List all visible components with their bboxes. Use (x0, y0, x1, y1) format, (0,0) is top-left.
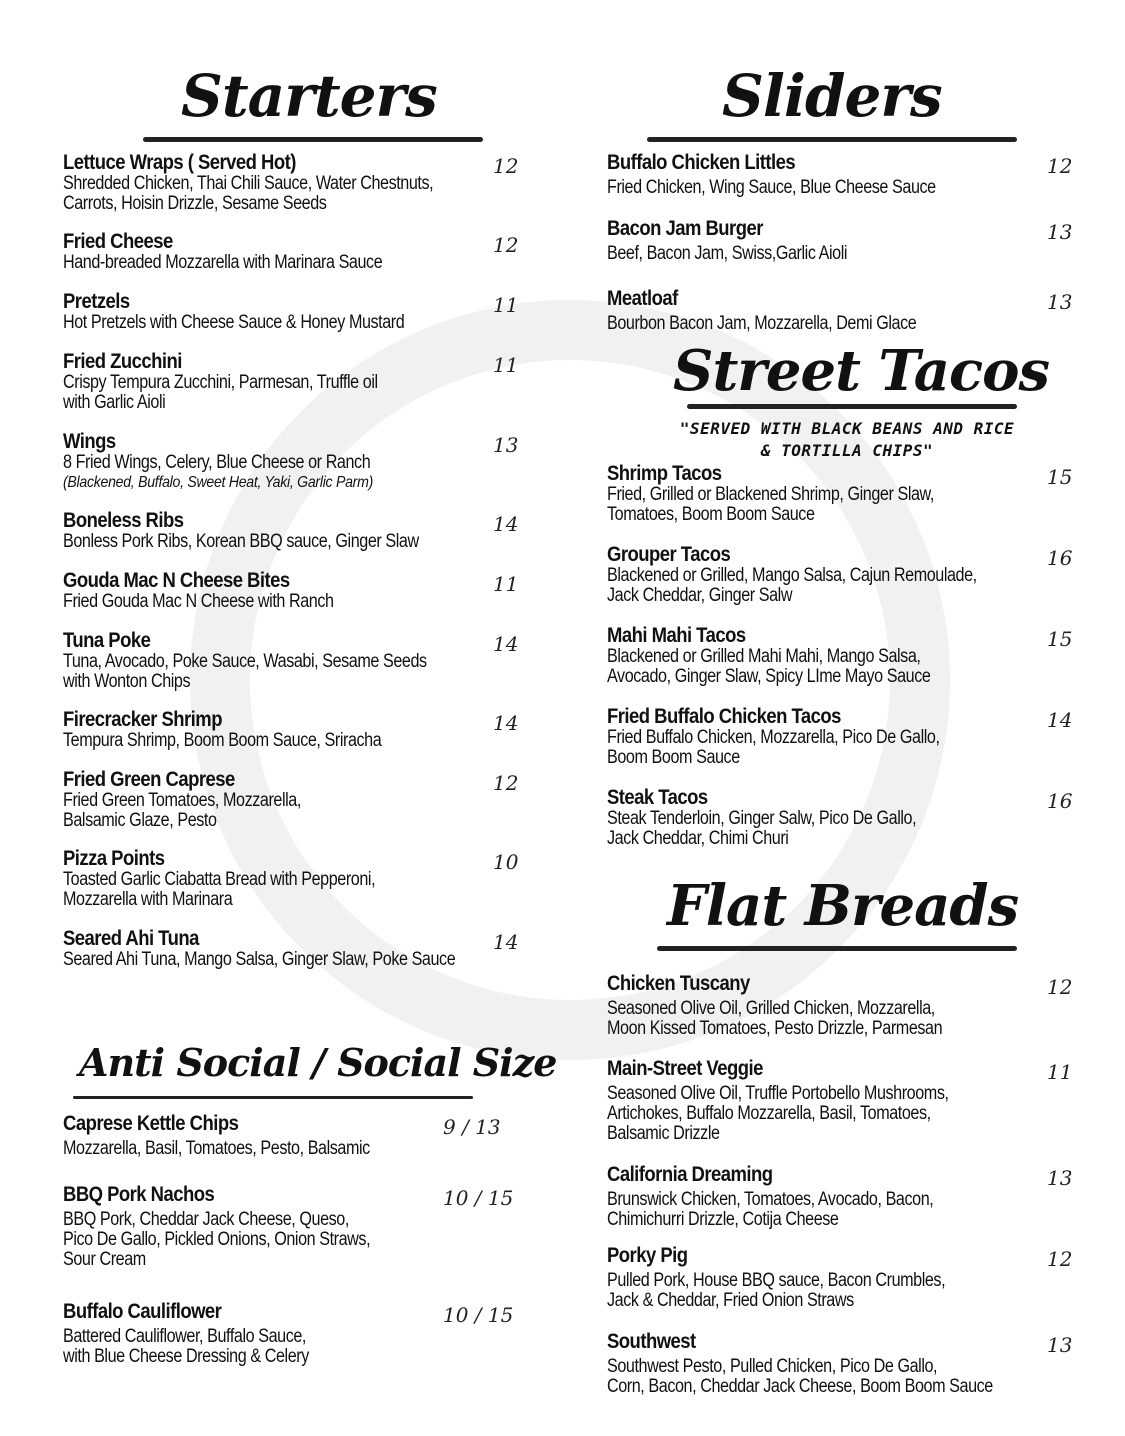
item-name: Meatloaf (607, 287, 678, 310)
item-price: 14 (493, 632, 519, 656)
item-name: Chicken Tuscany (607, 972, 750, 995)
item-description: Steak Tenderloin, Ginger Salw, Pico De Gallo, Jack Cheddar, Chimi Churi (607, 808, 917, 849)
item-name: Tuna Poke (63, 629, 151, 652)
menu-item (63, 1301, 603, 1367)
item-description: Fried Green Tomatoes, Mozzarella, Balsamic Glaze, Pesto (63, 790, 301, 831)
item-name: Lettuce Wraps ( Served Hot) (63, 151, 296, 174)
item-description: Seasoned Olive Oil, Truffle Portobello Mushrooms, Artichokes, Buffalo Mozzarella, Basil, Tomatoes, Balsamic Drizzle (607, 1083, 949, 1144)
sliders-title: Sliders (722, 62, 942, 130)
item-description: Bourbon Bacon Jam, Mozzarella, Demi Glace (607, 313, 917, 334)
menu-item (63, 1113, 603, 1159)
starters-divider (143, 137, 483, 142)
item-description: Crispy Tempura Zucchini, Parmesan, Truffle oil with Garlic Aioli (63, 372, 378, 413)
street-tacos-divider (687, 404, 1017, 409)
subtitle-line-2: & TORTILLA CHIPS" (760, 441, 934, 460)
item-price: 14 (493, 930, 519, 954)
item-price: 10 / 15 (443, 1186, 514, 1210)
item-name: Grouper Tacos (607, 543, 731, 566)
starters-title: Starters (181, 62, 437, 130)
menu-item (63, 431, 603, 492)
item-price: 11 (493, 572, 519, 596)
item-description: Mozzarella, Basil, Tomatoes, Pesto, Balsamic (63, 1138, 370, 1159)
menu-item (63, 769, 603, 831)
item-description: Pulled Pork, House BBQ sauce, Bacon Crumbles, Jack & Cheddar, Fried Onion Straws (607, 1270, 946, 1311)
item-name: Fried Zucchini (63, 350, 182, 373)
item-description: Tuna, Avocado, Poke Sauce, Wasabi, Sesame Seeds with Wonton Chips (63, 651, 427, 692)
subtitle-line-1: "SERVED WITH BLACK BEANS AND RICE (679, 419, 1015, 438)
item-name: California Dreaming (607, 1163, 773, 1186)
item-name: Southwest (607, 1330, 696, 1353)
menu-item (63, 709, 603, 751)
item-description: Seasoned Olive Oil, Grilled Chicken, Mozzarella, Moon Kissed Tomatoes, Pesto Drizzle, Parmesan (607, 998, 943, 1039)
item-description: Toasted Garlic Ciabatta Bread with Pepperoni, Mozzarella with Marinara (63, 869, 376, 910)
item-name: Mahi Mahi Tacos (607, 624, 746, 647)
item-name: Gouda Mac N Cheese Bites (63, 569, 290, 592)
sliders-divider (647, 137, 1017, 142)
item-price: 11 (1047, 1060, 1073, 1084)
item-description: Fried, Grilled or Blackened Shrimp, Ginger Slaw, Tomatoes, Boom Boom Sauce (607, 484, 934, 525)
item-name: Buffalo Chicken Littles (607, 151, 796, 174)
item-price: 13 (1047, 220, 1073, 244)
item-name: Fried Buffalo Chicken Tacos (607, 705, 841, 728)
item-name: Boneless Ribs (63, 509, 184, 532)
menu-item (63, 152, 603, 214)
menu-item (63, 291, 603, 333)
item-price: 11 (493, 353, 519, 377)
item-description: 8 Fried Wings, Celery, Blue Cheese or Ranch (63, 452, 371, 473)
item-description: Hand-breaded Mozzarella with Marinara Sauce (63, 252, 383, 273)
menu-item (63, 848, 603, 910)
item-description: Battered Cauliflower, Buffalo Sauce, with Blue Cheese Dressing & Celery (63, 1326, 309, 1367)
item-price: 12 (493, 233, 519, 257)
menu-item (63, 1184, 603, 1270)
item-name: Fried Green Caprese (63, 768, 235, 791)
item-name: Bacon Jam Burger (607, 217, 763, 240)
item-price: 16 (1047, 789, 1073, 813)
flat-breads-divider (657, 946, 1017, 951)
item-name: Steak Tacos (607, 786, 708, 809)
item-description: BBQ Pork, Cheddar Jack Cheese, Queso, Pico De Gallo, Pickled Onions, Onion Straws, Sour Cream (63, 1209, 371, 1270)
item-price: 15 (1047, 465, 1073, 489)
item-description: Beef, Bacon Jam, Swiss,Garlic Aioli (607, 243, 848, 264)
flat-breads-title: Flat Breads (667, 873, 1019, 939)
item-description: Southwest Pesto, Pulled Chicken, Pico De Gallo, Corn, Bacon, Cheddar Jack Cheese, Boom Boom Sauce (607, 1356, 993, 1397)
item-price: 14 (1047, 708, 1073, 732)
item-name: Wings (63, 430, 116, 453)
street-tacos-title: Street Tacos (673, 338, 1050, 404)
item-name: Fried Cheese (63, 230, 173, 253)
menu-item (63, 351, 603, 413)
item-description: Fried Buffalo Chicken, Mozzarella, Pico De Gallo, Boom Boom Sauce (607, 727, 940, 768)
item-note: (Blackened, Buffalo, Sweet Heat, Yaki, Garlic Parm) (63, 474, 373, 491)
street-tacos-subtitle (647, 418, 1047, 462)
item-name: Pizza Points (63, 847, 165, 870)
item-price: 12 (493, 154, 519, 178)
item-price: 10 (493, 850, 519, 874)
item-price: 12 (1047, 1247, 1073, 1271)
menu-item (63, 510, 603, 552)
item-name: BBQ Pork Nachos (63, 1183, 215, 1206)
item-name: Buffalo Cauliflower (63, 1300, 222, 1323)
item-description: Blackened or Grilled, Mango Salsa, Cajun Remoulade, Jack Cheddar, Ginger Salw (607, 565, 977, 606)
item-name: Firecracker Shrimp (63, 708, 222, 731)
item-description: Blackened or Grilled Mahi Mahi, Mango Salsa, Avocado, Ginger Slaw, Spicy LIme Mayo Sauce (607, 646, 931, 687)
item-price: 16 (1047, 546, 1073, 570)
item-price: 15 (1047, 627, 1073, 651)
menu-item (63, 231, 603, 273)
item-price: 12 (493, 771, 519, 795)
item-description: Fried Gouda Mac N Cheese with Ranch (63, 591, 334, 612)
menu-item (63, 570, 603, 612)
item-price: 11 (493, 293, 519, 317)
item-description: Fried Chicken, Wing Sauce, Blue Cheese Sauce (607, 177, 936, 198)
item-price: 13 (1047, 290, 1073, 314)
anti-social-title: Anti Social / Social Size (79, 1040, 557, 1085)
item-description: Tempura Shrimp, Boom Boom Sauce, Sriracha (63, 730, 382, 751)
item-description: Hot Pretzels with Cheese Sauce & Honey Mustard (63, 312, 405, 333)
item-price: 13 (1047, 1333, 1073, 1357)
item-name: Pretzels (63, 290, 130, 313)
item-price: 12 (1047, 154, 1073, 178)
item-name: Main-Street Veggie (607, 1057, 763, 1080)
item-name: Shrimp Tacos (607, 462, 722, 485)
item-description: Seared Ahi Tuna, Mango Salsa, Ginger Slaw, Poke Sauce (63, 949, 456, 970)
item-price: 9 / 13 (443, 1115, 501, 1139)
item-name: Seared Ahi Tuna (63, 927, 199, 950)
item-price: 13 (1047, 1166, 1073, 1190)
item-name: Porky Pig (607, 1244, 688, 1267)
menu-item (63, 928, 603, 970)
item-description: Shredded Chicken, Thai Chili Sauce, Water Chestnuts, Carrots, Hoisin Drizzle, Sesame Seeds (63, 173, 434, 214)
menu-item (63, 630, 603, 692)
item-description: Bonless Pork Ribs, Korean BBQ sauce, Ginger Slaw (63, 531, 419, 552)
item-description: Brunswick Chicken, Tomatoes, Avocado, Bacon, Chimichurri Drizzle, Cotija Cheese (607, 1189, 934, 1230)
item-price: 13 (493, 433, 519, 457)
anti-social-divider (73, 1096, 473, 1099)
item-price: 12 (1047, 975, 1073, 999)
item-price: 14 (493, 711, 519, 735)
item-name: Caprese Kettle Chips (63, 1112, 239, 1135)
item-price: 10 / 15 (443, 1303, 514, 1327)
item-price: 14 (493, 512, 519, 536)
